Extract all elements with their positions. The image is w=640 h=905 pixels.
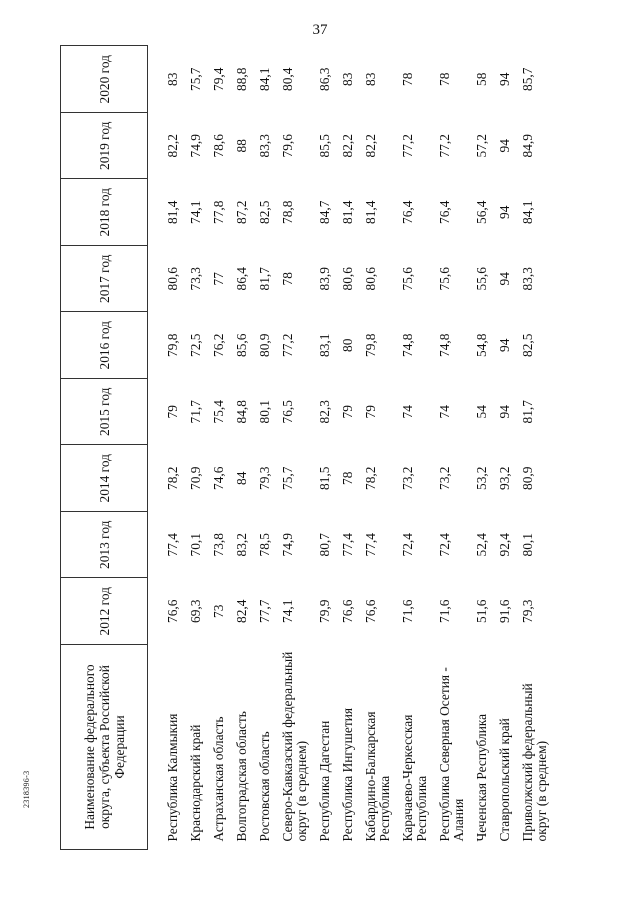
value-cell: 94: [497, 338, 512, 352]
value-cell: 84,9: [520, 134, 535, 158]
value-cell: 74: [437, 405, 452, 419]
value-cell: 70,1: [188, 533, 203, 557]
value-cell: 82,5: [520, 333, 535, 357]
value-cell: 76,6: [165, 599, 180, 623]
value-cell: 80,9: [520, 466, 535, 490]
value-cell: 93,2: [497, 466, 512, 490]
value-cell: 79,9: [317, 599, 332, 623]
value-cell: 80,6: [340, 267, 355, 291]
region-name-cell: Республика Калмыкия: [165, 713, 180, 842]
value-cell: 74,8: [400, 333, 415, 357]
value-cell: 83: [340, 72, 355, 86]
value-cell: 71,6: [400, 599, 415, 623]
header-year-cell: 2017 год: [61, 246, 148, 313]
value-cell: 75,6: [400, 267, 415, 291]
value-cell: 72,5: [188, 333, 203, 357]
value-cell: 94: [497, 205, 512, 219]
table-row: [361, 46, 398, 850]
value-cell: 87,2: [234, 200, 249, 224]
table-body: [148, 46, 556, 850]
value-cell: 83,3: [520, 267, 535, 291]
value-cell: 57,2: [474, 134, 489, 158]
data-table: [60, 46, 555, 851]
value-cell: 76,2: [211, 333, 226, 357]
value-cell: 77,4: [340, 533, 355, 557]
value-cell: 80,7: [317, 533, 332, 557]
value-cell: 79,4: [211, 67, 226, 91]
value-cell: 82,4: [234, 599, 249, 623]
value-cell: 76,6: [363, 599, 378, 623]
value-cell: 56,4: [474, 200, 489, 224]
value-cell: 78: [280, 272, 295, 286]
value-cell: 88,8: [234, 67, 249, 91]
value-cell: 74: [400, 405, 415, 419]
value-cell: 74,1: [188, 200, 203, 224]
value-cell: 51,6: [474, 599, 489, 623]
value-cell: 78,6: [211, 134, 226, 158]
table-row: [232, 46, 255, 850]
header-year-cell: 2020 год: [61, 46, 148, 113]
region-name-cell: Чеченская Республика: [474, 713, 489, 842]
value-cell: 77,2: [280, 333, 295, 357]
value-cell: 83,3: [257, 134, 272, 158]
table-row: [338, 46, 361, 850]
value-cell: 85,6: [234, 333, 249, 357]
value-cell: 80,6: [363, 267, 378, 291]
value-cell: 84,7: [317, 200, 332, 224]
value-cell: 86,4: [234, 267, 249, 291]
value-cell: 79,8: [363, 333, 378, 357]
value-cell: 54: [474, 405, 489, 419]
region-name-cell: Ростовская область: [257, 731, 272, 842]
region-name-cell: Северо-Кавказский федеральный округ (в среднем): [280, 651, 309, 842]
value-cell: 86,3: [317, 67, 332, 91]
value-cell: 75,6: [437, 267, 452, 291]
header-year-cell: 2018 год: [61, 179, 148, 246]
value-cell: 83,9: [317, 267, 332, 291]
value-cell: 85,7: [520, 67, 535, 91]
region-name-cell: Ставропольский край: [497, 718, 512, 842]
value-cell: 78: [340, 471, 355, 485]
value-cell: 80: [340, 338, 355, 352]
value-cell: 58: [474, 72, 489, 86]
value-cell: 75,4: [211, 400, 226, 424]
table-header-row: [61, 46, 148, 850]
value-cell: 85,5: [317, 134, 332, 158]
value-cell: 80,1: [520, 533, 535, 557]
value-cell: 74,8: [437, 333, 452, 357]
value-cell: 81,4: [165, 200, 180, 224]
value-cell: 69,3: [188, 599, 203, 623]
value-cell: 84,8: [234, 400, 249, 424]
header-year-cell: 2014 год: [61, 445, 148, 512]
value-cell: 73,8: [211, 533, 226, 557]
value-cell: 79: [165, 405, 180, 419]
header-year-cell: 2015 год: [61, 379, 148, 446]
table-row: [518, 46, 555, 850]
value-cell: 78: [400, 72, 415, 86]
table-row: [315, 46, 338, 850]
value-cell: 76,6: [340, 599, 355, 623]
value-cell: 73,2: [400, 466, 415, 490]
region-name-cell: Республика Северная Осетия - Алания: [437, 667, 466, 842]
header-year-cell: 2019 год: [61, 113, 148, 180]
region-name-cell: Краснодарский край: [188, 724, 203, 842]
value-cell: 75,7: [188, 67, 203, 91]
value-cell: 88: [234, 139, 249, 153]
value-cell: 81,5: [317, 466, 332, 490]
value-cell: 80,4: [280, 67, 295, 91]
table-row: [186, 46, 209, 850]
value-cell: 55,6: [474, 267, 489, 291]
value-cell: 81,7: [520, 400, 535, 424]
value-cell: 83,2: [234, 533, 249, 557]
table-row: [278, 46, 315, 850]
header-name-cell: Наименование федерального округа, субъекта Российской Федерации: [61, 645, 148, 850]
table-row: [398, 46, 435, 850]
region-name-cell: Республика Ингушетия: [340, 707, 355, 842]
value-cell: 80,1: [257, 400, 272, 424]
value-cell: 92,4: [497, 533, 512, 557]
value-cell: 74,9: [188, 134, 203, 158]
region-name-cell: Приволжский федеральный округ (в среднем): [520, 683, 549, 842]
table-row: [495, 46, 518, 850]
footer-document-code: 2318396-3: [22, 770, 31, 808]
value-cell: 76,5: [280, 400, 295, 424]
value-cell: 77,4: [363, 533, 378, 557]
value-cell: 79,6: [280, 134, 295, 158]
value-cell: 77,2: [437, 134, 452, 158]
page-number: 37: [312, 22, 328, 38]
value-cell: 78,5: [257, 533, 272, 557]
value-cell: 70,9: [188, 466, 203, 490]
value-cell: 82,2: [363, 134, 378, 158]
value-cell: 71,6: [437, 599, 452, 623]
value-cell: 78,2: [363, 466, 378, 490]
value-cell: 84,1: [520, 200, 535, 224]
table-row: [435, 46, 472, 850]
value-cell: 52,4: [474, 533, 489, 557]
header-year-cell: 2012 год: [61, 578, 148, 645]
region-name-cell: Карачаево-Черкесская Республика: [400, 714, 429, 842]
rotated-table-container: [60, 50, 549, 850]
value-cell: 94: [497, 272, 512, 286]
value-cell: 94: [497, 139, 512, 153]
region-name-cell: Астраханская область: [211, 716, 226, 842]
value-cell: 82,3: [317, 400, 332, 424]
value-cell: 78,8: [280, 200, 295, 224]
value-cell: 73,2: [437, 466, 452, 490]
value-cell: 83: [165, 72, 180, 86]
value-cell: 84,1: [257, 67, 272, 91]
value-cell: 81,4: [363, 200, 378, 224]
value-cell: 74,1: [280, 599, 295, 623]
value-cell: 81,7: [257, 267, 272, 291]
table-row: [209, 46, 232, 850]
value-cell: 91,6: [497, 599, 512, 623]
value-cell: 77,4: [165, 533, 180, 557]
value-cell: 83: [363, 72, 378, 86]
value-cell: 84: [234, 471, 249, 485]
value-cell: 82,2: [340, 134, 355, 158]
value-cell: 79: [340, 405, 355, 419]
value-cell: 76,4: [437, 200, 452, 224]
value-cell: 82,2: [165, 134, 180, 158]
region-name-cell: Волгоградская область: [234, 711, 249, 842]
header-year-cell: 2016 год: [61, 312, 148, 379]
value-cell: 74,9: [280, 533, 295, 557]
value-cell: 54,8: [474, 333, 489, 357]
value-cell: 77,8: [211, 200, 226, 224]
value-cell: 82,5: [257, 200, 272, 224]
value-cell: 79,8: [165, 333, 180, 357]
value-cell: 77,2: [400, 134, 415, 158]
value-cell: 80,9: [257, 333, 272, 357]
value-cell: 77: [211, 272, 226, 286]
value-cell: 79,3: [520, 599, 535, 623]
value-cell: 79: [363, 405, 378, 419]
region-name-cell: Кабардино-Балкарская Республика: [363, 711, 392, 842]
region-name-cell: Республика Дагестан: [317, 720, 332, 842]
value-cell: 76,4: [400, 200, 415, 224]
value-cell: 79,3: [257, 466, 272, 490]
value-cell: 80,6: [165, 267, 180, 291]
value-cell: 72,4: [437, 533, 452, 557]
value-cell: 78,2: [165, 466, 180, 490]
value-cell: 94: [497, 405, 512, 419]
value-cell: 75,7: [280, 466, 295, 490]
value-cell: 78: [437, 72, 452, 86]
value-cell: 94: [497, 72, 512, 86]
value-cell: 74,6: [211, 466, 226, 490]
value-cell: 83,1: [317, 333, 332, 357]
value-cell: 81,4: [340, 200, 355, 224]
value-cell: 71,7: [188, 400, 203, 424]
value-cell: 53,2: [474, 466, 489, 490]
header-year-cell: 2013 год: [61, 512, 148, 579]
table-row: [148, 46, 187, 850]
value-cell: 73,3: [188, 267, 203, 291]
value-cell: 72,4: [400, 533, 415, 557]
table-row: [472, 46, 495, 850]
value-cell: 73: [211, 604, 226, 618]
value-cell: 77,7: [257, 599, 272, 623]
table-row: [255, 46, 278, 850]
